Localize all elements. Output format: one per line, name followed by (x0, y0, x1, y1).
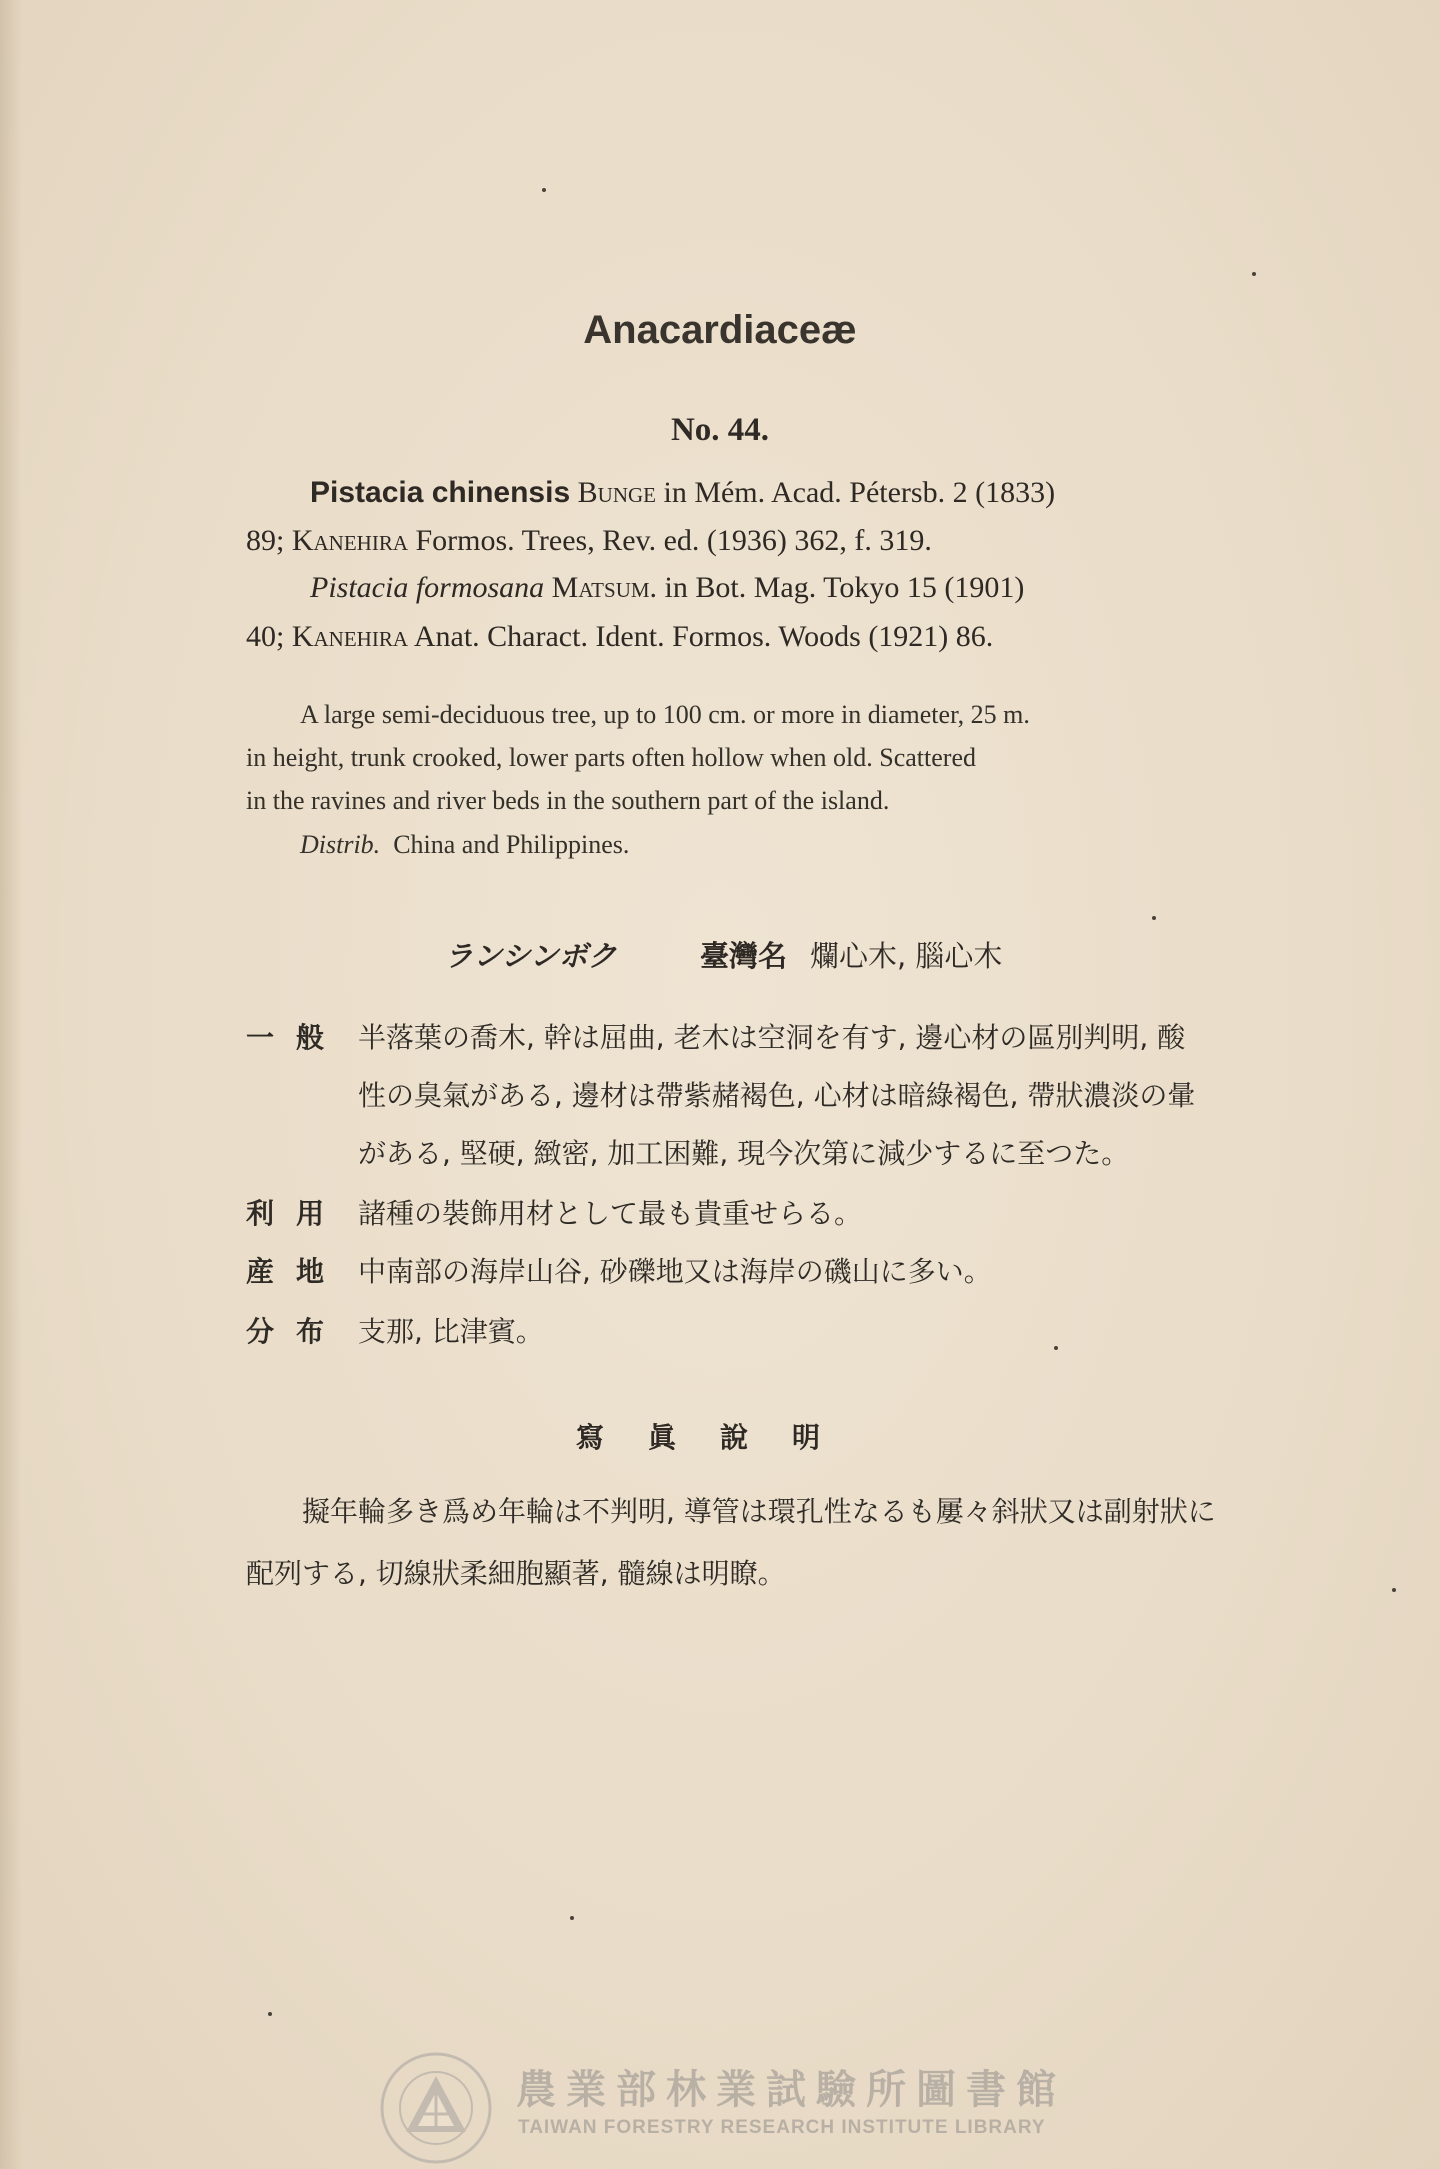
distribution (300, 830, 629, 860)
section-text: がある, 堅硬, 緻密, 加工困難, 現今次第に減少するに至つた。 (358, 1137, 1130, 1170)
section-text: 支那, 比津賓。 (358, 1315, 544, 1348)
specimen-number: No. 44. (670, 412, 770, 448)
citation: Anat. Charact. Ident. Formos. Woods (1921) 86. (408, 620, 994, 653)
page-ref: 40; (246, 620, 292, 653)
reference-line-4 (246, 620, 993, 654)
author: Kanehira (291, 620, 408, 653)
section-label: 一般 (246, 1021, 347, 1054)
reference-line-2 (246, 524, 932, 558)
taiwan-names: 爛心木, 腦心木 (810, 939, 1003, 973)
citation: in Mém. Acad. Pétersb. 2 (1833) (655, 476, 1056, 509)
family-heading: Anacardiaceæ (583, 308, 857, 352)
citation: in Bot. Mag. Tokyo 15 (1901) (657, 571, 1025, 604)
library-seal-icon (374, 2048, 504, 2166)
description-line: in height, trunk crooked, lower parts often hollow when old. Scattered (246, 743, 976, 772)
synonym-name: Pistacia formosana (310, 571, 545, 604)
taiwan-name-label: 臺灣名 (700, 939, 788, 973)
paper-speck (268, 2012, 272, 2016)
japanese-name: ランシンボク (444, 939, 617, 973)
reference-line-3 (310, 571, 1024, 605)
author: Bunge (577, 476, 656, 509)
paper-speck (1252, 272, 1256, 276)
paper-speck (1054, 1346, 1058, 1350)
page-ref: 89; (246, 524, 292, 557)
species-name: Pistacia chinensis (310, 476, 571, 509)
reference-line-1 (310, 476, 1055, 510)
author: Kanehira (291, 524, 408, 557)
section-text: 性の臭氣がある, 邊材は帶紫赭褐色, 心材は暗綠褐色, 帶狀濃淡の暈 (358, 1079, 1196, 1112)
distrib-value: China and Philippines. (393, 830, 630, 859)
author: Matsum. (551, 571, 658, 604)
section-text: 中南部の海岸山谷, 砂礫地又は海岸の磯山に多い。 (358, 1255, 992, 1288)
section-label: 分布 (246, 1315, 347, 1348)
distrib-label: Distrib. (300, 830, 381, 859)
section-label: 利用 (246, 1197, 347, 1230)
paper-speck (570, 1916, 574, 1920)
paper-speck (1152, 916, 1156, 920)
library-name-chinese: 農業部林業試驗所圖書館 (516, 2067, 1066, 2113)
photo-text-line: 擬年輪多き爲め年輪は不判明, 導管は環孔性なるも屢々斜狀又は副射狀に (302, 1495, 1216, 1528)
library-name-english: TAIWAN FORESTRY RESEARCH INSTITUTE LIBRARY (518, 2117, 1046, 2138)
photo-explanation-heading: 寫眞說明 (575, 1421, 864, 1454)
paper-speck (542, 188, 546, 192)
description-line: in the ravines and river beds in the southern part of the island. (246, 786, 890, 815)
paper-speck (1392, 1588, 1396, 1592)
section-text: 諸種の裝飾用材として最も貴重せらる。 (358, 1197, 863, 1230)
description-line: A large semi-deciduous tree, up to 100 cm. or more in diameter, 25 m. (300, 700, 1030, 729)
photo-text-line: 配列する, 切線狀柔細胞顯著, 髓線は明瞭。 (246, 1557, 786, 1590)
citation: Formos. Trees, Rev. ed. (1936) 362, f. 319. (408, 524, 932, 557)
section-label: 産地 (246, 1255, 347, 1288)
section-text: 半落葉の喬木, 幹は屈曲, 老木は空洞を有す, 邊心材の區別判明, 酸 (358, 1021, 1186, 1054)
